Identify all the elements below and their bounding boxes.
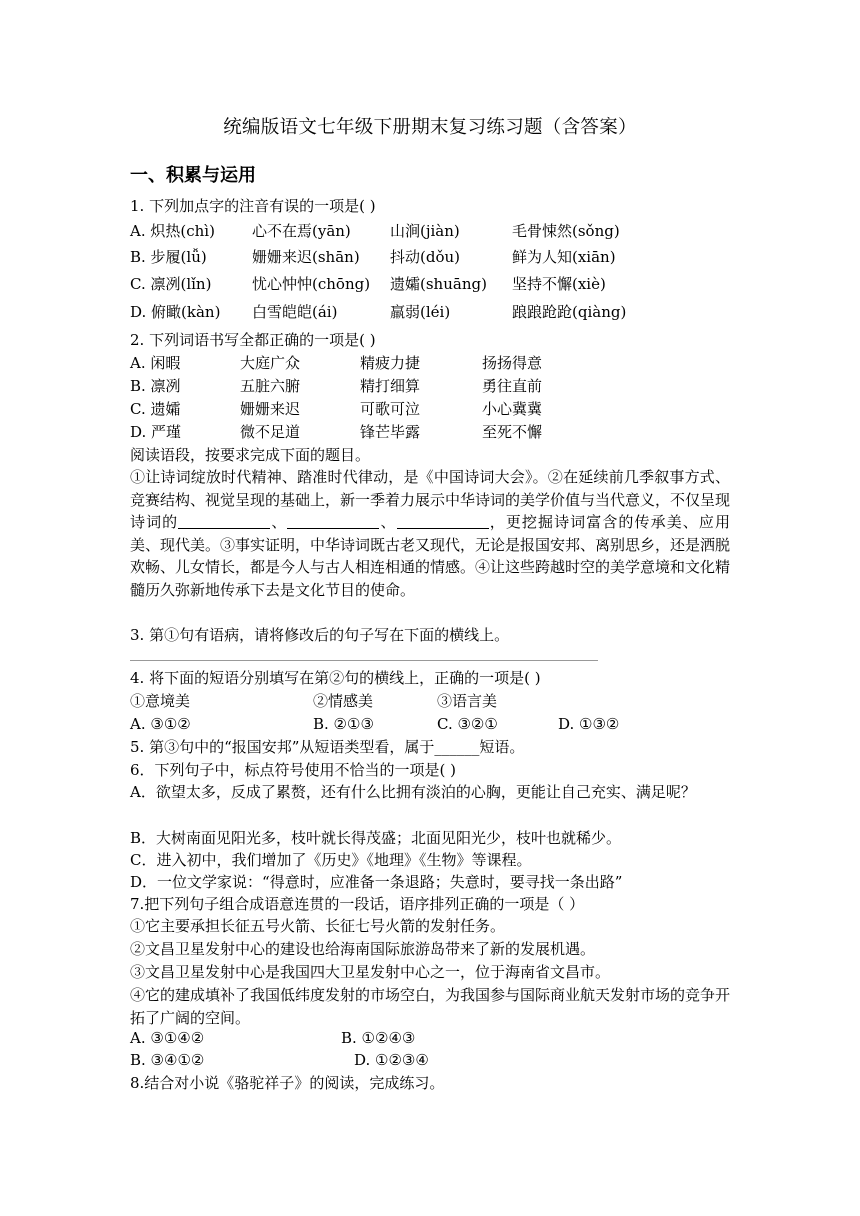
q7-option-c: B. ③④①② [130,1051,205,1069]
passage-separator: 、 [270,513,288,531]
q8-stem: 8.结合对小说《骆驼祥子》的阅读，完成练习。 [130,1074,445,1092]
q1-b-4: 鲜为人知(xiān) [512,248,616,266]
q4-item-3: ③语言美 [437,692,498,710]
q6-option-c: C．进入初中，我们增加了《历史》《地理》《生物》等课程。 [130,851,532,869]
q2-c-3: 可歌可泣 [360,400,421,418]
q7-option-b: B. ①②④③ [341,1029,416,1047]
q2-stem: 2. 下列词语书写全都正确的一项是( ) [130,331,376,349]
reading-passage [130,466,730,601]
q2-d-2: 微不足道 [240,423,301,441]
q1-b-2: 姗姗来迟(shān) [252,248,360,266]
q1-d-2: 白雪皑皑(ái) [252,303,338,321]
q1-a-3: 山涧(jiàn) [390,222,460,240]
q1-d-4: 踉踉跄跄(qiàng) [512,303,627,321]
q4-option-b: B. ②①③ [313,715,374,733]
q2-b-1: B. 凛冽 [130,377,181,395]
q2-d-3: 锋芒毕露 [360,423,421,441]
q2-a-2: 大庭广众 [240,354,301,372]
q4-item-2: ②情感美 [313,692,374,710]
q1-c-4: 坚持不懈(xiè) [512,275,606,293]
q2-a-1: A. 闲暇 [130,354,181,372]
q7-sentence-2: ②文昌卫星发射中心的建设也给海南国际旅游岛带来了新的发展机遇。 [130,940,596,958]
document-title: 统编版语文七年级下册期末复习练习题（含答案） [223,117,637,138]
q2-a-3: 精疲力捷 [360,354,421,372]
q4-option-a: A. ③①② [130,715,191,733]
q6-option-d: D．一位文学家说：“得意时，应准备一条退路；失意时，要寻找一条出路” [130,873,623,891]
q4-option-c: C. ③②① [437,715,498,733]
q2-d-4: 至死不懈 [482,423,543,441]
q1-b-3: 抖动(dǒu) [390,248,460,266]
q4-option-d: D. ①③② [558,715,620,733]
q4-item-1: ①意境美 [130,692,191,710]
passage-part-1: ①让诗词绽放时代精神、踏准时代律动，是《中国诗词大会》。②在延续前几季叙事方式、竞赛结构、视觉呈现的基础上，新一季着力展示中华诗词的美学价值与当代意义，不仅呈现诗词的 [130,468,731,531]
q1-a-2: 心不在焉(yān) [252,222,351,240]
q4-stem: 4. 将下面的短语分别填写在第②句的横线上，正确的一项是( ) [130,669,541,687]
q6-option-a: A．欲望太多，反成了累赘，还有什么比拥有淡泊的心胸，更能让自己充实、满足呢？ [130,783,696,801]
q1-c-1: C. 凛冽(lǐn) [130,275,212,293]
q2-a-4: 扬扬得意 [482,354,543,372]
q2-d-1: D. 严瑾 [130,423,182,441]
q1-a-4: 毛骨悚然(sǒng) [512,222,620,240]
q3-stem: 3. 第①句有语病，请将修改后的句子写在下面的横线上。 [130,626,510,644]
q2-c-1: C. 遗孀 [130,400,181,418]
q2-c-2: 姗姗来迟 [240,400,301,418]
answer-line[interactable] [130,660,598,661]
q2-c-4: 小心冀冀 [482,400,543,418]
answer-blank[interactable] [287,514,379,529]
q1-c-3: 遗孀(shuāng) [390,275,487,293]
q1-b-1: B. 步履(lǚ) [130,248,207,266]
q6-stem: 6．下列句子中，标点符号使用不恰当的一项是( ) [130,761,457,779]
q7-sentence-4: ④它的建成填补了我国低纬度发射的市场空白，为我国参与国际商业航天发射市场的竞争开拓了广阔的空间。 [130,986,731,1027]
q7-stem: 7.把下列句子组合成语意连贯的一段话，语序排列正确的一项是（ ） [130,895,585,913]
q2-b-4: 勇往直前 [482,377,543,395]
passage-part-2: ，更挖掘诗词富含的传承美、应用美、现代美。③事实证明，中华诗词既古老又现代，无论是报国安邦、离别思乡，还是洒脱欢畅、儿女情长，都是今人与古人相连相通的情感。④让这些跨越时空的美学意境和文化精髓历久弥新地传承下去是文化节目的使命。 [130,513,731,599]
q6-option-b: B．大树南面见阳光多，枝叶就长得茂盛；北面见阳光少，枝叶也就稀少。 [130,829,622,847]
q1-a-1: A. 炽热(chì) [130,222,215,240]
q1-stem: 1. 下列加点字的注音有误的一项是( ) [130,197,376,215]
q1-d-3: 羸弱(léi) [390,303,451,321]
q7-option-a: A. ③①④② [130,1029,205,1047]
passage-intro: 阅读语段，按要求完成下面的题目。 [130,446,371,464]
q1-c-2: 忧心忡忡(chōng) [252,275,371,293]
answer-blank[interactable] [397,514,489,529]
q7-sentence-1: ①它主要承担长征五号火箭、长征七号火箭的发射任务。 [130,917,506,935]
q7-sentence-3: ③文昌卫星发射中心是我国四大卫星发射中心之一，位于海南省文昌市。 [130,963,611,981]
answer-blank[interactable] [178,514,270,529]
q7-option-d: D. ①②③④ [354,1051,429,1069]
passage-separator: 、 [379,513,397,531]
q2-b-2: 五脏六腑 [240,377,301,395]
q2-b-3: 精打细算 [360,377,421,395]
q5-stem: 5. 第③句中的“报国安邦”从短语类型看，属于______短语。 [130,738,525,756]
q1-d-1: D. 俯瞰(kàn) [130,303,221,321]
section-heading: 一、积累与运用 [130,165,256,186]
